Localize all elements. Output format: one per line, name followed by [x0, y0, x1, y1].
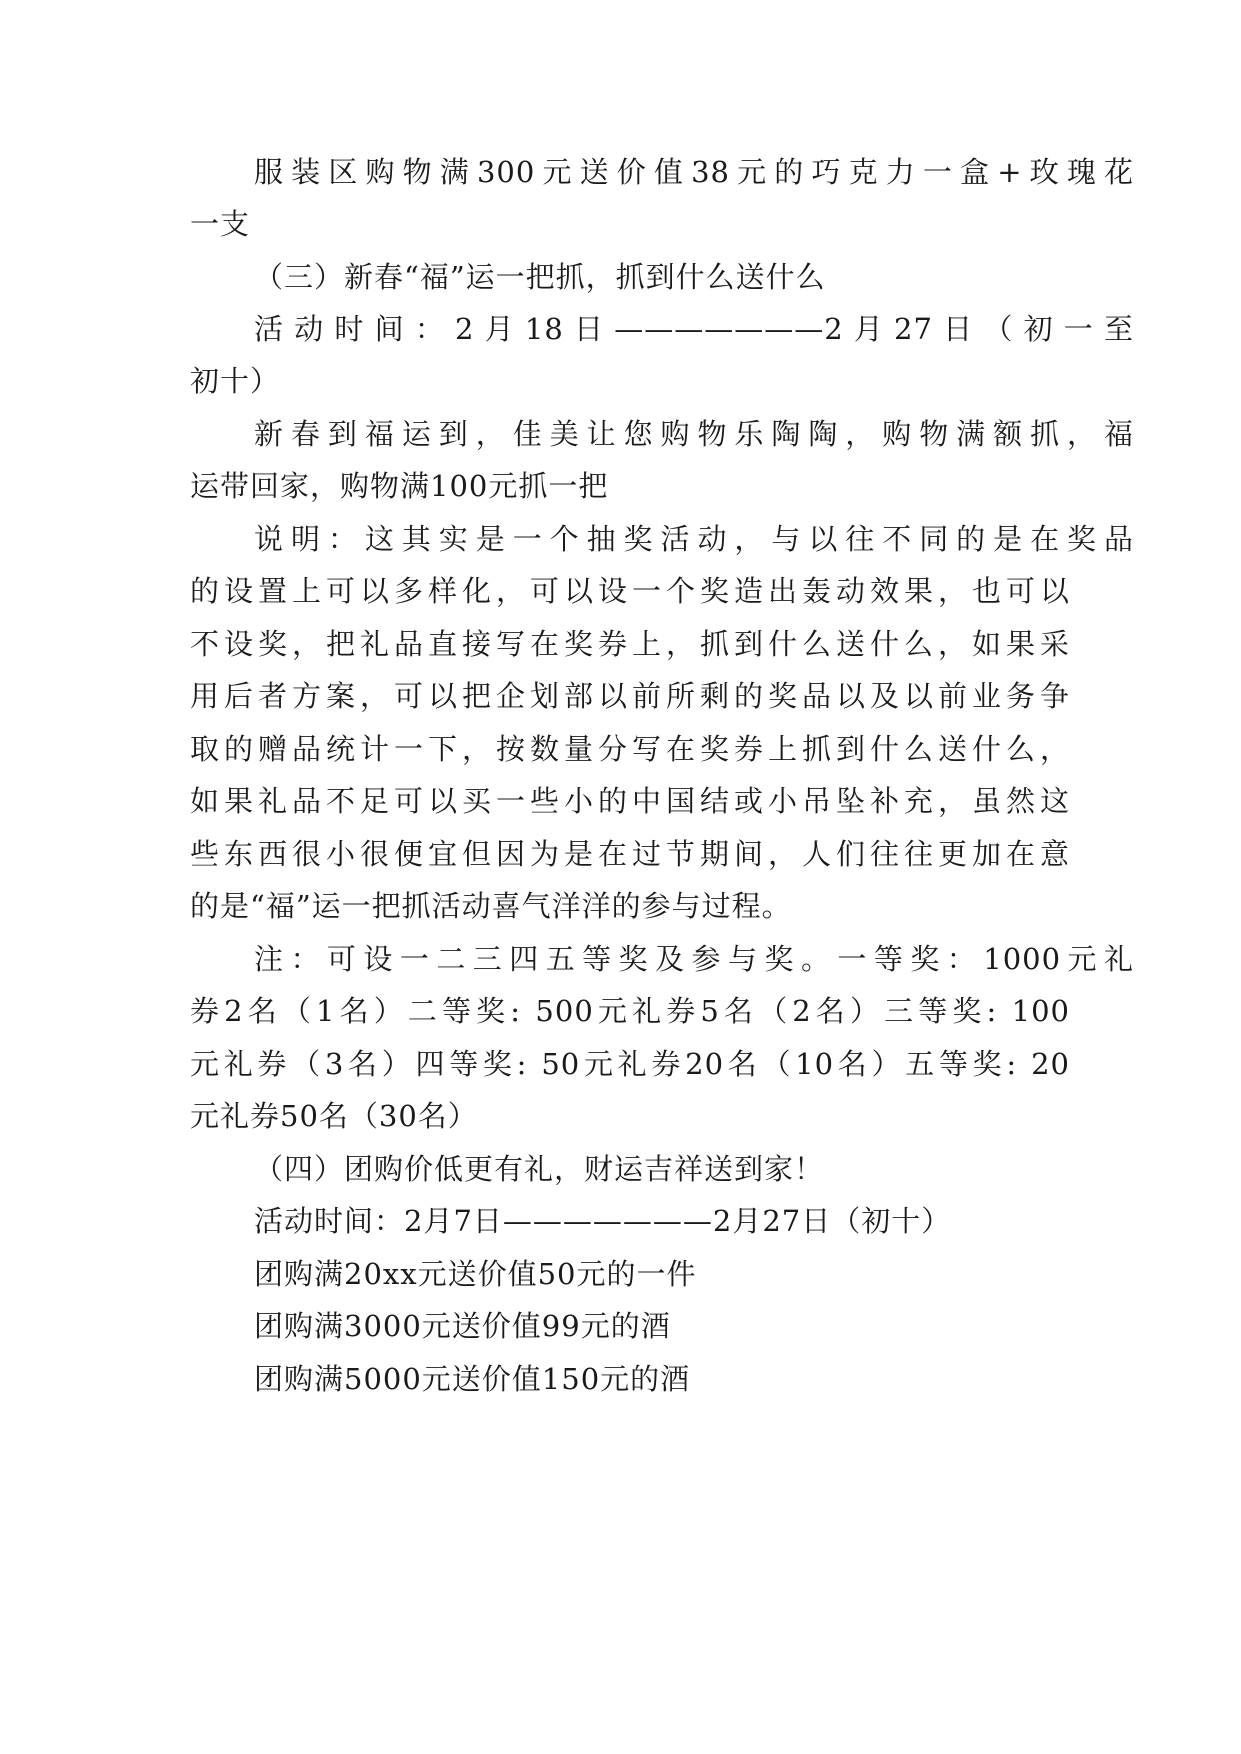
paragraph-line: 一支 [190, 207, 251, 241]
paragraph-line: 的设置上可以多样化，可以设一个奖造出轰动效果，也可以 [190, 574, 1070, 608]
paragraph-line: 不设奖，把礼品直接写在奖券上，抓到什么送什么，如果采 [190, 627, 1070, 661]
paragraph-line: 服装区购物满300元送价值38元的巧克力一盒+玫瑰花 [254, 155, 1134, 189]
paragraph-line: 如果礼品不足可以买一些小的中国结或小吊坠补充，虽然这 [190, 784, 1070, 818]
paragraph-line: 券2名（1名）二等奖: 500元礼券5名（2名）三等奖: 100 [190, 994, 1070, 1028]
paragraph-line: 取的赠品统计一下，按数量分写在奖券上抓到什么送什么， [190, 732, 1070, 766]
paragraph-line: 团购满3000元送价值99元的酒 [254, 1309, 671, 1343]
paragraph-line: 用后者方案，可以把企划部以前所剩的奖品以及以前业务争 [190, 679, 1070, 713]
paragraph-line: 元礼券50名（30名） [190, 1099, 478, 1133]
paragraph-line: 元礼券（3名）四等奖: 50元礼券20名（10名）五等奖: 20 [190, 1047, 1070, 1081]
paragraph-line: 初十） [190, 364, 281, 398]
paragraph-line: 活动时间：2月18日———————2月27日（初一至 [254, 312, 1134, 346]
paragraph-line: 的是“福”运一把抓活动喜气洋洋的参与过程。 [190, 889, 792, 923]
paragraph-line: 活动时间：2月7日———————2月27日（初十） [254, 1204, 952, 1238]
paragraph-line: 说明：这其实是一个抽奖活动，与以往不同的是在奖品 [254, 522, 1134, 556]
paragraph-line: 团购满20xx元送价值50元的一件 [254, 1257, 697, 1291]
section-heading: （四）团购价低更有礼，财运吉祥送到家！ [254, 1152, 825, 1186]
paragraph-line: 注：可设一二三四五等奖及参与奖。一等奖：1000元礼 [254, 942, 1134, 976]
paragraph-line: 运带回家，购物满100元抓一把 [190, 469, 609, 503]
paragraph-line: 团购满5000元送价值150元的酒 [254, 1362, 691, 1396]
paragraph-line: 新春到福运到，佳美让您购物乐陶陶，购物满额抓，福 [254, 417, 1134, 451]
paragraph-line: 些东西很小很便宜但因为是在过节期间，人们往往更加在意 [190, 837, 1070, 871]
section-heading: （三）新春“福”运一把抓，抓到什么送什么 [254, 260, 826, 294]
